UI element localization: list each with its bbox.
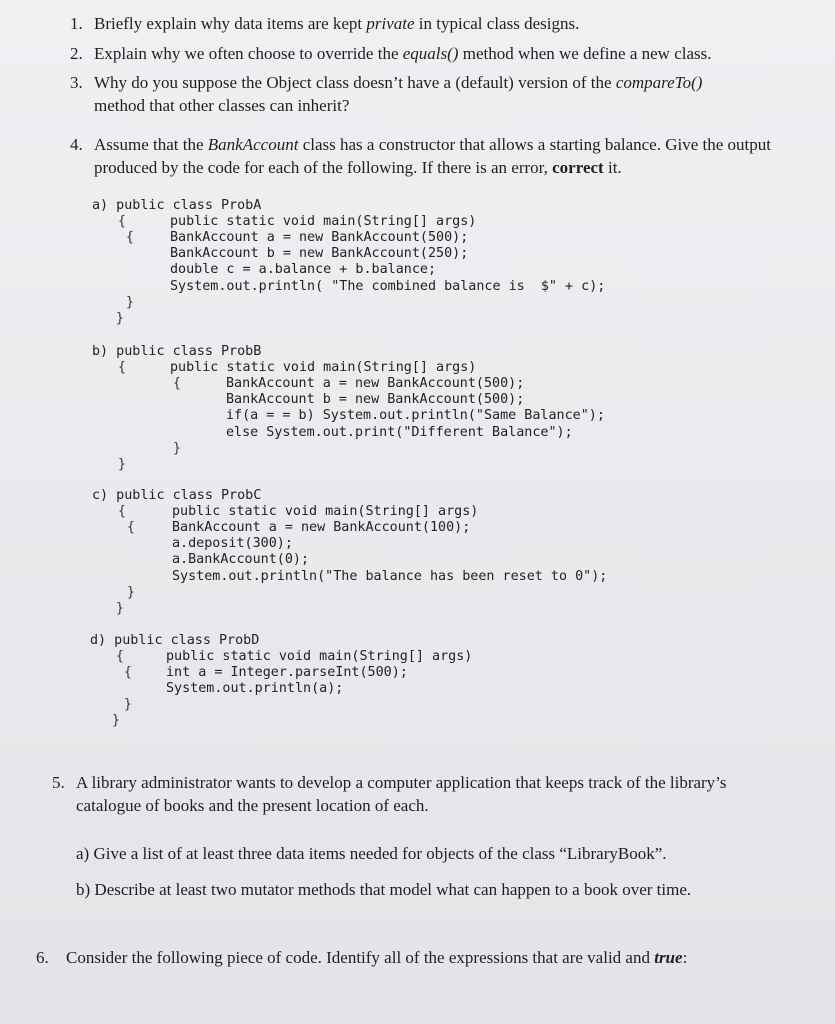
- open-brace: {: [124, 665, 132, 680]
- question-2: [70, 42, 810, 66]
- question-number: 3.: [70, 73, 83, 92]
- open-brace: {: [118, 360, 126, 375]
- question-number: 2.: [70, 44, 83, 63]
- code-line: BankAccount b = new BankAccount(250);: [170, 246, 469, 261]
- code-line: double c = a.balance + b.balance;: [170, 262, 437, 277]
- code-line: System.out.println("The balance has been reset to 0");: [172, 569, 608, 584]
- open-brace: {: [173, 376, 181, 391]
- keyword-compareto: compareTo(): [615, 73, 703, 92]
- open-brace: {: [118, 214, 126, 229]
- code-signature: public static void main(String[] args): [170, 214, 477, 229]
- open-brace: {: [116, 649, 124, 664]
- code-header: a) public class ProbA: [92, 198, 262, 213]
- keyword-equals: equals(): [402, 44, 459, 63]
- close-brace: }: [118, 457, 126, 472]
- code-signature: public static void main(String[] args): [170, 360, 477, 375]
- question-text: Assume that the: [94, 135, 208, 154]
- question-text: Briefly explain why data items are kept: [94, 14, 367, 33]
- question-5: [52, 771, 822, 819]
- question-text-end: :: [682, 948, 688, 967]
- code-signature: public static void main(String[] args): [166, 649, 473, 664]
- code-line: System.out.println(a);: [166, 681, 344, 696]
- question-number: 6.: [36, 948, 49, 967]
- question-number: 1.: [70, 14, 83, 33]
- question-number: 5.: [52, 773, 65, 792]
- question-3: [70, 71, 810, 119]
- question-text: Explain why we often choose to override the: [94, 44, 403, 63]
- code-line: else System.out.print("Different Balance");: [226, 425, 573, 440]
- question-text-end: it.: [603, 158, 622, 177]
- close-brace: }: [116, 601, 124, 616]
- question-text-end: in typical class designs.: [414, 14, 580, 33]
- keyword-correct: correct: [552, 158, 604, 177]
- close-brace: }: [126, 295, 134, 310]
- close-brace: }: [127, 585, 135, 600]
- code-signature: public static void main(String[] args): [172, 504, 479, 519]
- close-brace: }: [116, 311, 124, 326]
- keyword-true: true: [654, 948, 683, 967]
- question-text-line2: produced by the code for each of the following. If there is an error,: [94, 158, 553, 177]
- code-line: BankAccount b = new BankAccount(500);: [226, 392, 525, 407]
- code-header: b) public class ProbB: [92, 344, 262, 359]
- close-brace: }: [112, 713, 120, 728]
- question-text-cont: class has a constructor that allows a starting balance. Give the output: [298, 135, 771, 154]
- code-line: a.deposit(300);: [172, 536, 293, 551]
- open-brace: {: [127, 520, 135, 535]
- question-1: [70, 12, 810, 36]
- question-5b: b) Describe at least two mutator methods that model what can happen to a book over time.: [76, 880, 692, 899]
- keyword-private: private: [366, 14, 415, 33]
- close-brace: }: [124, 697, 132, 712]
- question-text: A library administrator wants to develop a computer application that keeps track of the library’s: [76, 773, 727, 792]
- question-text-end: method when we define a new class.: [458, 44, 712, 63]
- code-line: a.BankAccount(0);: [172, 552, 310, 567]
- question-4: [70, 133, 810, 181]
- code-line: BankAccount a = new BankAccount(100);: [172, 520, 471, 535]
- code-line: int a = Integer.parseInt(500);: [166, 665, 408, 680]
- question-5a: a) Give a list of at least three data items needed for objects of the class “LibraryBook”.: [76, 844, 667, 863]
- question-6: [36, 946, 826, 970]
- question-text-line2: method that other classes can inherit?: [94, 96, 350, 115]
- open-brace: {: [118, 504, 126, 519]
- code-line: if(a = = b) System.out.println("Same Balance");: [226, 408, 605, 423]
- close-brace: }: [173, 441, 181, 456]
- code-line: System.out.println( "The combined balance is $" + c);: [170, 279, 606, 294]
- code-line: BankAccount a = new BankAccount(500);: [226, 376, 525, 391]
- question-number: 4.: [70, 135, 83, 154]
- code-line: BankAccount a = new BankAccount(500);: [170, 230, 469, 245]
- keyword-bankaccount: BankAccount: [207, 135, 299, 154]
- open-brace: {: [126, 230, 134, 245]
- question-text-line2: catalogue of books and the present location of each.: [76, 796, 429, 815]
- code-header: c) public class ProbC: [92, 488, 262, 503]
- code-header: d) public class ProbD: [90, 633, 260, 648]
- question-text: Consider the following piece of code. Identify all of the expressions that are valid and: [66, 948, 655, 967]
- question-text: Why do you suppose the Object class doesn’t have a (default) version of the: [94, 73, 616, 92]
